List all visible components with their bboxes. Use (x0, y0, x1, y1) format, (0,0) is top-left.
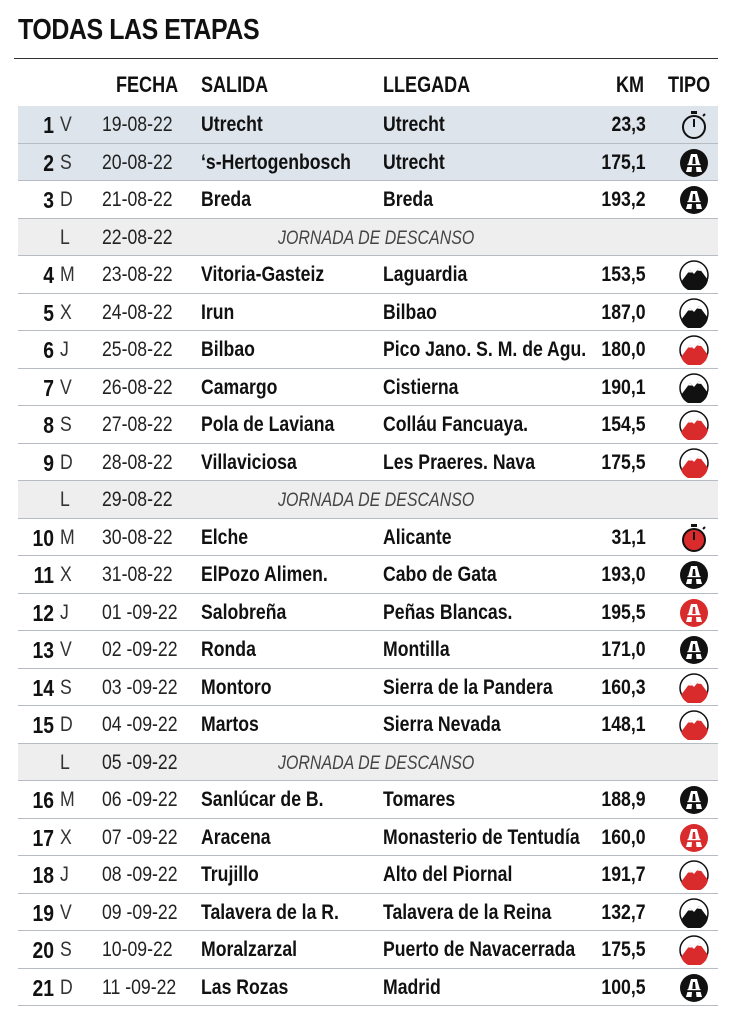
stage-date: 26-08-22 (102, 375, 173, 399)
title-divider (14, 58, 718, 59)
stage-date: 30-08-22 (102, 525, 173, 549)
stage-date: 11 -09-22 (102, 975, 177, 999)
stage-date: 06 -09-22 (102, 788, 178, 811)
stage-distance: 160,3 (601, 675, 646, 699)
stage-number: 5 (43, 299, 54, 326)
stage-day: X (60, 300, 72, 324)
flat-stage-icon (678, 635, 710, 665)
rest-day-label: JORNADA DE DESCANSO (278, 752, 475, 774)
stage-finish: Alicante (383, 525, 452, 549)
stopwatch-icon (678, 110, 710, 140)
stage-row (18, 631, 718, 669)
stage-start: Villaviciosa (201, 450, 297, 474)
high-mountain-icon (678, 335, 710, 365)
stage-day: S (60, 150, 72, 174)
high-mountain-icon (678, 673, 710, 703)
stage-number: 8 (43, 412, 54, 438)
stage-distance: 31,1 (611, 525, 646, 549)
stage-number: 10 (32, 524, 54, 551)
stage-start: Moralzarzal (201, 938, 298, 961)
stage-distance: 132,7 (601, 900, 646, 924)
stage-row (18, 781, 718, 819)
stage-row (18, 594, 718, 632)
stage-day: S (60, 675, 72, 699)
stage-date: 04 -09-22 (102, 713, 178, 736)
stage-number: 1 (43, 112, 54, 138)
stage-number: 12 (32, 599, 54, 626)
stage-date: 01 -09-22 (102, 600, 178, 624)
stage-start: Elche (201, 525, 249, 549)
flat-stage-icon (678, 973, 710, 1003)
stage-finish: Colláu Fancuaya. (383, 413, 529, 436)
medium-mountain-icon (678, 373, 710, 403)
stage-date: 07 -09-22 (102, 825, 178, 849)
flat-stage-icon (678, 185, 710, 215)
stage-day: L (60, 225, 70, 249)
stage-number: 13 (32, 637, 54, 663)
header-salida: SALIDA (201, 72, 269, 97)
stage-distance: 191,7 (601, 863, 646, 886)
stage-date: 08 -09-22 (102, 863, 178, 886)
stage-number: 17 (32, 824, 54, 851)
stage-distance: 100,5 (601, 975, 646, 999)
stage-row (18, 894, 718, 932)
stage-day: D (60, 450, 73, 474)
flat-summit-icon (678, 823, 710, 853)
stage-day: V (60, 900, 72, 924)
stage-start: Utrecht (201, 113, 263, 136)
stage-date: 10-09-22 (102, 938, 173, 961)
stage-finish: Cistierna (383, 375, 459, 399)
stage-finish: Tomares (383, 788, 456, 811)
stage-row (18, 969, 718, 1007)
stage-start: Camargo (201, 375, 278, 399)
stage-date: 21-08-22 (102, 188, 173, 211)
stage-row (18, 369, 718, 407)
stage-date: 23-08-22 (102, 263, 173, 286)
stage-day: J (60, 600, 69, 624)
stage-distance: 175,5 (601, 938, 646, 961)
stage-row (18, 256, 718, 294)
stage-day: M (60, 525, 75, 549)
stage-date: 22-08-22 (102, 225, 173, 249)
stage-day: J (60, 863, 69, 886)
stage-day: X (60, 825, 72, 849)
rest-day-label: JORNADA DE DESCANSO (278, 227, 475, 249)
flat-stage-icon (678, 785, 710, 815)
stage-number: 21 (32, 974, 54, 1001)
stage-day: L (60, 488, 70, 511)
stage-distance: 175,1 (601, 150, 646, 174)
medium-mountain-icon (678, 898, 710, 928)
stage-date: 20-08-22 (102, 150, 173, 174)
stage-distance: 188,9 (601, 788, 646, 811)
stage-day: D (60, 188, 73, 211)
stage-day: V (60, 638, 72, 661)
stage-distance: 187,0 (601, 300, 646, 324)
stage-distance: 190,1 (601, 375, 646, 399)
stage-number: 15 (32, 712, 54, 738)
stage-start: Las Rozas (201, 975, 289, 999)
stage-finish: Montilla (383, 638, 450, 661)
stage-start: Ronda (201, 638, 256, 661)
high-mountain-icon (678, 860, 710, 890)
rest-day-label: JORNADA DE DESCANSO (278, 490, 475, 511)
stage-row (18, 144, 718, 182)
stage-number: 7 (43, 374, 54, 401)
stage-row (18, 669, 718, 707)
stage-start: Vitoria-Gasteiz (201, 263, 325, 286)
high-mountain-icon (678, 410, 710, 440)
stage-row (18, 181, 718, 219)
stage-start: Talavera de la R. (201, 900, 339, 924)
header-fecha: FECHA (116, 72, 179, 97)
stage-start: Breda (201, 188, 252, 211)
stage-date: 19-08-22 (102, 113, 173, 136)
stage-row (18, 406, 718, 444)
stage-row (18, 519, 718, 557)
stage-distance: 160,0 (601, 825, 646, 849)
stage-start: Irun (201, 300, 235, 324)
stage-finish: Utrecht (383, 150, 445, 174)
stage-finish: Talavera de la Reina (383, 900, 552, 924)
high-mountain-icon (678, 710, 710, 740)
stage-row (18, 706, 718, 744)
stage-distance: 195,5 (601, 600, 646, 624)
stage-start: ElPozo Alimen. (201, 563, 328, 586)
stage-start: Salobreña (201, 600, 287, 624)
stage-number: 2 (43, 149, 54, 176)
stage-distance: 154,5 (601, 413, 646, 436)
stage-number: 3 (43, 187, 54, 213)
stage-start: Bilbao (201, 338, 255, 361)
stage-row (18, 556, 718, 594)
stage-distance: 23,3 (611, 113, 646, 136)
stage-day: S (60, 413, 72, 436)
stage-finish: Sierra Nevada (383, 713, 501, 736)
stage-distance: 193,0 (601, 563, 646, 586)
table-header (0, 70, 734, 104)
stage-number: 14 (32, 674, 54, 701)
stage-row (18, 106, 718, 144)
page-title: TODAS LAS ETAPAS (18, 14, 260, 46)
stage-date: 24-08-22 (102, 300, 173, 324)
stage-day: M (60, 263, 75, 286)
stage-finish: Madrid (383, 975, 441, 999)
stage-date: 05 -09-22 (102, 750, 178, 774)
stage-finish: Pico Jano. S. M. de Agu. (383, 338, 587, 361)
stage-finish: Sierra de la Pandera (383, 675, 553, 699)
stage-day: D (60, 975, 73, 999)
stage-distance: 153,5 (601, 263, 646, 286)
stage-start: Montoro (201, 675, 272, 699)
stage-distance: 171,0 (601, 638, 646, 661)
header-tipo: TIPO (668, 72, 711, 97)
stage-finish: Cabo de Gata (383, 563, 497, 586)
stage-day: D (60, 713, 73, 736)
rest-day-row (18, 481, 718, 519)
header-llegada: LLEGADA (383, 72, 471, 97)
stage-row (18, 331, 718, 369)
stage-start: Martos (201, 713, 259, 736)
stage-distance: 148,1 (601, 713, 646, 736)
stage-start: Aracena (201, 825, 271, 849)
stage-row (18, 444, 718, 482)
stage-number: 18 (32, 862, 54, 888)
stage-finish: Utrecht (383, 113, 445, 136)
stage-number: 6 (43, 337, 54, 363)
high-mountain-icon (678, 935, 710, 965)
stage-day: L (60, 750, 70, 774)
stage-day: X (60, 563, 72, 586)
stage-day: M (60, 788, 75, 811)
stage-day: S (60, 938, 72, 961)
stage-number: 16 (32, 787, 54, 813)
stage-date: 31-08-22 (102, 563, 173, 586)
stage-finish: Laguardia (383, 263, 468, 286)
header-km: KM (616, 72, 645, 97)
medium-mountain-icon (678, 260, 710, 290)
stage-row (18, 856, 718, 894)
stage-row (18, 931, 718, 969)
stage-finish: Breda (383, 188, 434, 211)
stages-table (18, 106, 718, 1006)
stage-number: 19 (32, 899, 54, 926)
stopwatch-red-icon (678, 523, 710, 553)
high-mountain-icon (678, 448, 710, 478)
stage-date: 25-08-22 (102, 338, 173, 361)
flat-stage-icon (678, 148, 710, 178)
stage-start: ‘s-Hertogenbosch (201, 150, 351, 174)
stage-day: V (60, 113, 72, 136)
stage-number: 20 (32, 937, 54, 963)
stage-start: Trujillo (201, 863, 259, 886)
stage-finish: Monasterio de Tentudía (383, 825, 580, 849)
medium-mountain-icon (678, 298, 710, 328)
stage-number: 4 (43, 262, 54, 288)
stage-start: Sanlúcar de B. (201, 788, 324, 811)
stage-distance: 175,5 (601, 450, 646, 474)
stage-date: 02 -09-22 (102, 638, 178, 661)
stage-day: J (60, 338, 69, 361)
stage-date: 09 -09-22 (102, 900, 178, 924)
flat-stage-icon (678, 560, 710, 590)
stage-finish: Peñas Blancas. (383, 600, 513, 624)
stage-row (18, 294, 718, 332)
stage-date: 28-08-22 (102, 450, 173, 474)
stage-number: 11 (33, 562, 54, 588)
stage-start: Pola de Laviana (201, 413, 335, 436)
stage-finish: Les Praeres. Nava (383, 450, 536, 474)
stage-finish: Puerto de Navacerrada (383, 938, 576, 961)
rest-day-row (18, 219, 718, 257)
flat-summit-icon (678, 598, 710, 628)
stage-day: V (60, 375, 72, 399)
stage-date: 29-08-22 (102, 488, 173, 511)
stage-date: 27-08-22 (102, 413, 173, 436)
stage-row (18, 819, 718, 857)
stage-distance: 180,0 (601, 338, 646, 361)
stage-finish: Alto del Piornal (383, 863, 513, 886)
stage-distance: 193,2 (601, 188, 646, 211)
stage-finish: Bilbao (383, 300, 437, 324)
stage-number: 9 (43, 449, 54, 476)
rest-day-row (18, 744, 718, 782)
stage-date: 03 -09-22 (102, 675, 178, 699)
